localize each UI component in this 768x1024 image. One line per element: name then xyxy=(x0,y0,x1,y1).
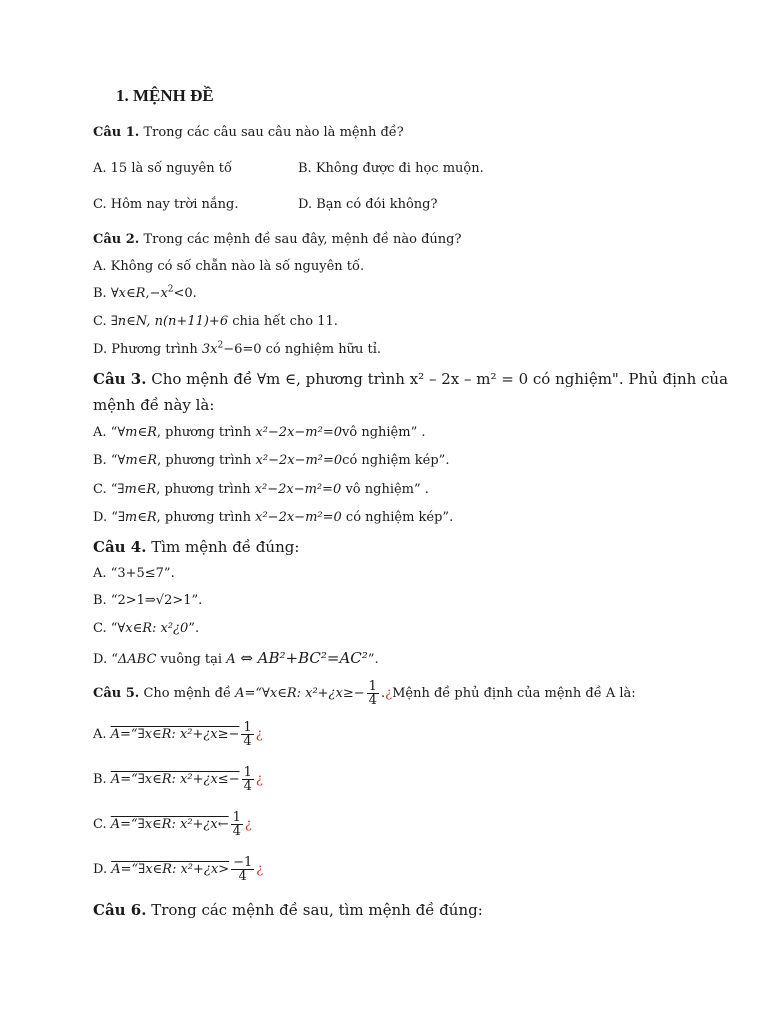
math-expression: A=“∃x∈R: x²+¿x≥− xyxy=(110,727,240,742)
option-text: ”. xyxy=(188,621,200,636)
option-prefix: B. “ xyxy=(93,453,118,468)
q4-option-d xyxy=(93,649,379,668)
q4-option-c xyxy=(93,621,199,637)
q3-option-b xyxy=(93,453,449,469)
question-label: Câu 4. xyxy=(93,538,147,556)
option-text: , phương trình xyxy=(156,510,256,525)
math-expression: ∀x∈R,−x xyxy=(110,286,168,301)
option-prefix: C. xyxy=(93,817,111,832)
denominator: 4 xyxy=(368,693,377,708)
option-prefix: D. Phương trình xyxy=(93,342,202,357)
q1-option-b: B. Không được đi học muộn. xyxy=(298,161,484,176)
question-text: Cho mệnh đề xyxy=(139,686,236,701)
option-prefix: B. xyxy=(93,772,111,787)
question-3 xyxy=(93,370,728,388)
question-text: Trong các mệnh đề sau, tìm mệnh đề đúng: xyxy=(146,901,483,919)
q2-option-a: A. Không có số chẵn nào là số nguyên tố. xyxy=(93,259,365,274)
option-text: , phương trình xyxy=(156,482,255,497)
replacement-char: ¿ xyxy=(255,772,263,787)
exponent: 2 xyxy=(217,340,224,351)
math-expression: A=“∃x∈R: x²+¿x≤− xyxy=(110,772,240,787)
q5-option-d xyxy=(93,856,263,883)
question-2 xyxy=(93,232,461,248)
option-prefix: C. xyxy=(93,314,111,329)
q5-option-b xyxy=(93,766,263,793)
option-text: ”. xyxy=(367,652,379,667)
question-text: Cho mệnh đề ∀m ∈, phương trình x² – 2x – m² = 0 có nghiệm". Phủ định của xyxy=(146,370,729,388)
q3-option-d xyxy=(93,510,453,526)
option-prefix: C. “ xyxy=(93,621,118,636)
option-prefix: C. “ xyxy=(93,482,118,497)
math-expression: ∀m∈R xyxy=(117,425,157,440)
question-label: Câu 1. xyxy=(93,125,140,140)
question-6 xyxy=(93,901,483,919)
math-expression: A=“∃x∈R: x²+¿x← xyxy=(110,817,229,832)
replacement-char: ¿ xyxy=(244,817,252,832)
option-text: vuông tại xyxy=(156,652,227,667)
question-label: Câu 6. xyxy=(93,901,147,919)
math-expression: ∀x∈R: x²¿0 xyxy=(117,621,189,636)
question-1 xyxy=(93,125,404,141)
exponent: 2 xyxy=(167,284,174,295)
math-expression: ∃m∈R xyxy=(117,510,157,525)
option-text: có nghiệm hữu tỉ. xyxy=(261,342,382,357)
option-prefix: D. “ xyxy=(93,652,118,667)
numerator: 1 xyxy=(232,810,241,825)
option-prefix: A. “ xyxy=(93,425,118,440)
question-3-continued: mệnh đề này là: xyxy=(93,396,215,414)
math-expression: A=“∃x∈R: x²+¿x> xyxy=(111,862,230,877)
fraction xyxy=(231,856,254,883)
q2-option-b xyxy=(93,286,197,302)
option-text: vô nghiệm” . xyxy=(341,482,429,497)
q1-option-d: D. Bạn có đói không? xyxy=(298,197,438,212)
numerator: 1 xyxy=(243,720,252,735)
equation: x²−2x−m²=0 xyxy=(255,453,343,468)
math-expression: <0. xyxy=(173,286,197,301)
math-expression: ∃n∈N, n(n+11)+6 xyxy=(110,314,229,329)
question-label: Câu 2. xyxy=(93,232,140,247)
math-expression: 2>1⇒√2>1 xyxy=(117,593,192,608)
option-text: , phương trình xyxy=(156,425,256,440)
q4-option-a xyxy=(93,566,175,582)
q1-option-c: C. Hôm nay trời nắng. xyxy=(93,197,239,212)
fraction xyxy=(231,811,243,838)
q2-option-d xyxy=(93,342,381,358)
numerator: −1 xyxy=(233,855,253,870)
q4-option-b xyxy=(93,593,202,609)
q2-option-c xyxy=(93,314,338,330)
numerator: 1 xyxy=(368,679,377,694)
question-text: Tìm mệnh đề đúng: xyxy=(146,538,300,556)
fraction xyxy=(367,680,379,707)
q5-option-a xyxy=(93,721,263,748)
equation: x²−2x−m²=0 xyxy=(254,482,342,497)
option-text: có nghiệm kép”. xyxy=(341,510,454,525)
question-text: Trong các câu sau câu nào là mệnh đề? xyxy=(139,125,404,140)
question-label: Câu 3. xyxy=(93,370,147,388)
option-prefix: D. xyxy=(93,862,112,877)
option-text: có nghiệm kép”. xyxy=(342,453,450,468)
denominator: 4 xyxy=(243,734,252,749)
denominator: 4 xyxy=(231,869,254,883)
math-expression: ΔABC xyxy=(117,652,157,667)
option-prefix: A. xyxy=(93,727,111,742)
fraction xyxy=(242,766,254,793)
section-heading: 1. MỆNH ĐỀ xyxy=(116,86,214,105)
replacement-char: ¿ xyxy=(385,686,393,701)
equation: x²−2x−m²=0 xyxy=(255,510,342,525)
math-expression: −6=0 xyxy=(223,342,262,357)
math-expression: A=“∀x∈R: x²+¿x≥− xyxy=(235,686,365,701)
math-expression: 3x xyxy=(201,342,218,357)
option-text: , phương trình xyxy=(157,453,256,468)
math-expression: A xyxy=(226,652,236,667)
replacement-char: ¿ xyxy=(256,862,264,877)
question-label: Câu 5. xyxy=(93,686,140,701)
fraction xyxy=(241,721,253,748)
denominator: 4 xyxy=(243,779,252,794)
denominator: 4 xyxy=(232,824,241,839)
option-text: chia hết cho 11. xyxy=(228,314,338,329)
question-5 xyxy=(93,680,636,707)
option-text: ”. xyxy=(191,593,203,608)
option-text: ”. xyxy=(163,566,175,581)
equation: x²−2x−m²=0 xyxy=(255,425,343,440)
q5-option-c xyxy=(93,811,252,838)
option-text: vô nghiệm” . xyxy=(342,425,426,440)
replacement-char: ¿ xyxy=(255,727,263,742)
math-expression: ∀m∈R xyxy=(117,453,158,468)
option-prefix: D. “ xyxy=(93,510,118,525)
question-4 xyxy=(93,538,299,556)
question-text: Mệnh đề phủ định của mệnh đề A là: xyxy=(392,686,636,701)
q3-option-a xyxy=(93,425,425,441)
option-prefix: B. “ xyxy=(93,593,118,608)
option-prefix: B. xyxy=(93,286,111,301)
q3-option-c xyxy=(93,482,429,498)
option-prefix: A. “ xyxy=(93,566,118,581)
math-expression: 3+5≤7 xyxy=(117,566,164,581)
numerator: 1 xyxy=(243,765,252,780)
math-expression: ∃m∈R xyxy=(117,482,157,497)
punctuation: . xyxy=(380,686,386,701)
q1-option-a: A. 15 là số nguyên tố xyxy=(93,161,232,176)
question-text: Trong các mệnh đề sau đây, mệnh đề nào đúng? xyxy=(139,232,462,247)
equation: ⇔ AB²+BC²=AC² xyxy=(235,649,368,667)
